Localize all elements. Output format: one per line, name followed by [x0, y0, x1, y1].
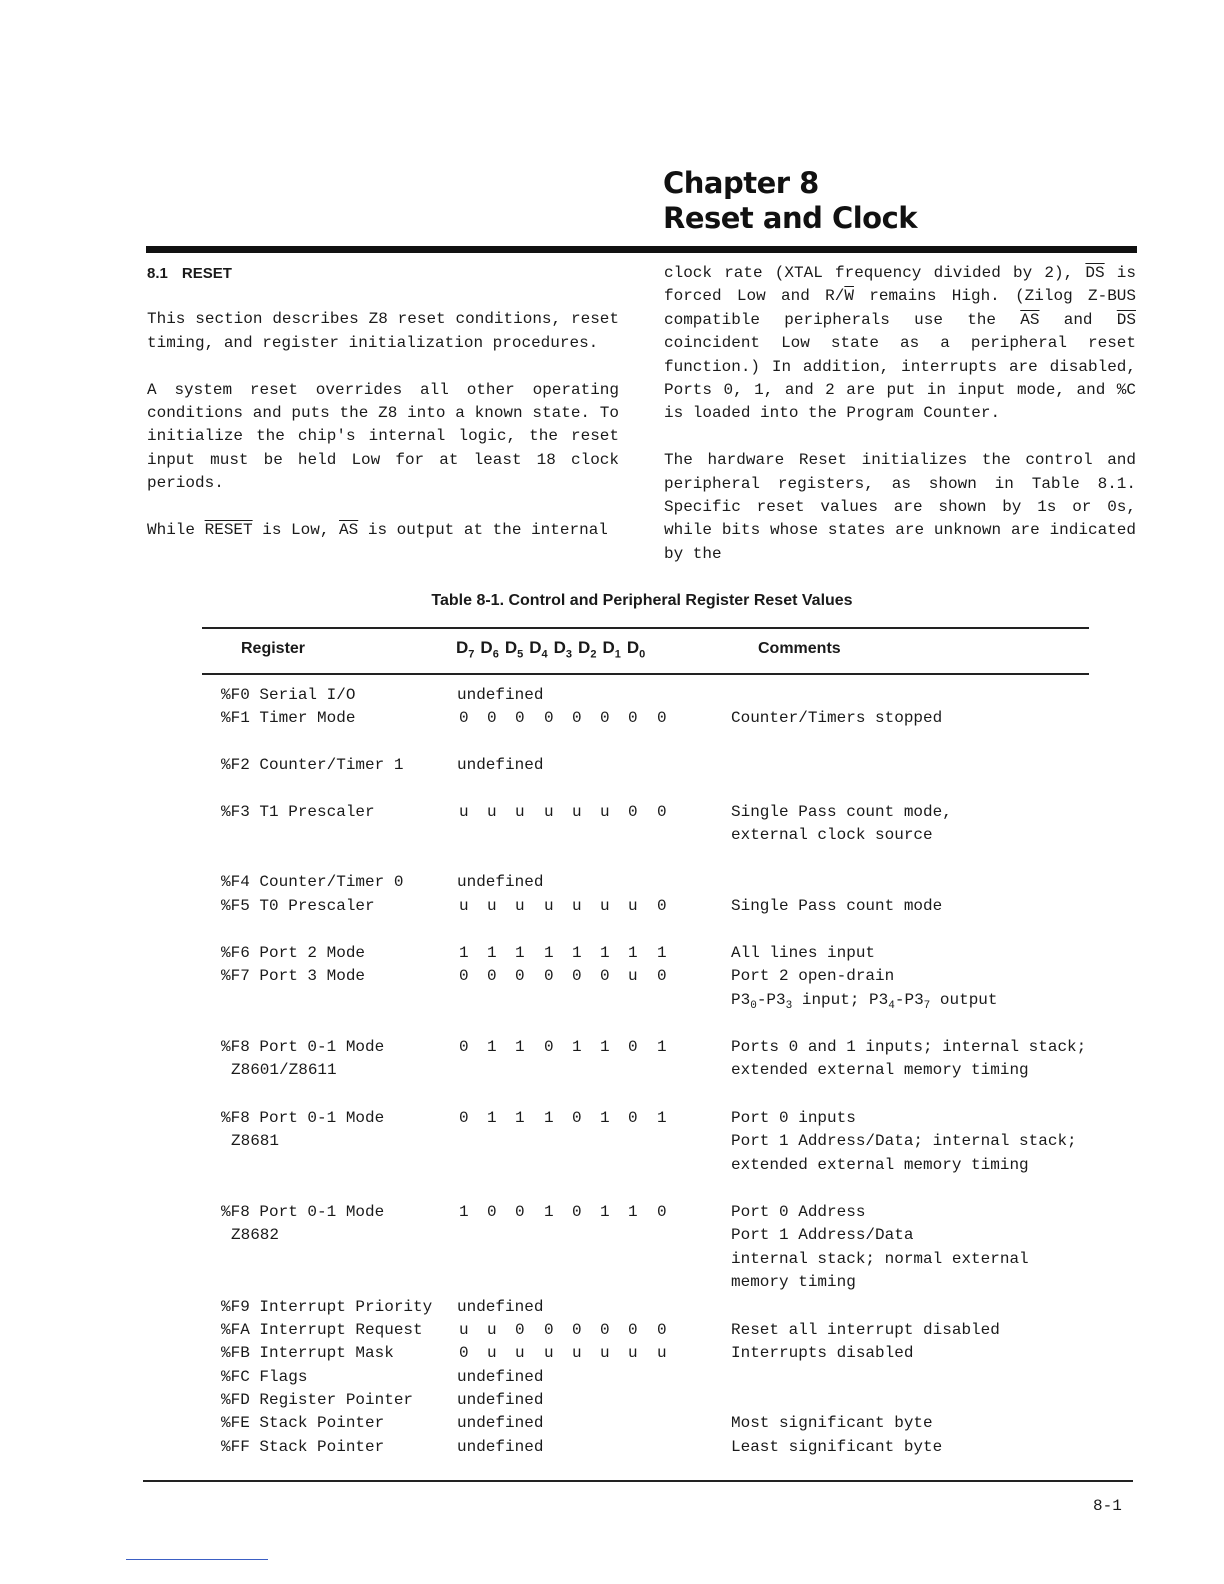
bit-value: u: [572, 897, 582, 915]
bit-value: 0: [628, 709, 638, 727]
bit-value: u: [515, 1344, 525, 1362]
bit-value: 1: [487, 1109, 497, 1127]
register-name: %FB Interrupt Mask: [221, 1344, 394, 1362]
bit-value: u: [459, 1321, 469, 1339]
table-header-rule: [202, 673, 1089, 675]
bit-value: u: [515, 803, 525, 821]
bit-value: u: [600, 803, 610, 821]
bit-value: 1: [657, 1038, 667, 1056]
bit-value: 0: [600, 709, 610, 727]
reset-value: undefined: [457, 686, 544, 704]
bit-value: 0: [459, 1038, 469, 1056]
bit-value: u: [487, 1321, 497, 1339]
bit-value: 0: [657, 803, 667, 821]
bit-value: 0: [657, 1321, 667, 1339]
bit-value: 1: [657, 1109, 667, 1127]
bit-value: 0: [572, 709, 582, 727]
register-name: %F8 Port 0-1 Mode: [221, 1203, 385, 1221]
bit-value: 0: [572, 1203, 582, 1221]
bit-value: 1: [459, 944, 469, 962]
bit-value: u: [459, 897, 469, 915]
bit-value: 0: [544, 709, 554, 727]
header-comments: Comments: [758, 640, 841, 657]
as-signal: $\overline{AS}$: [339, 521, 359, 540]
register-comment: extended external memory timing: [731, 1061, 1029, 1080]
register-name: %FF Stack Pointer: [221, 1438, 385, 1456]
bit-value: 1: [515, 1109, 525, 1127]
register-name: %F7 Port 3 Mode: [221, 967, 366, 985]
bit-value: 0: [657, 897, 667, 915]
bit-value: 0: [600, 1321, 610, 1339]
paragraph-intro: This section describes Z8 reset conditions, reset timing, and register initialization procedures.: [147, 310, 619, 352]
bit-value: 0: [459, 967, 469, 985]
header-bit-5: $D_5$: [504, 638, 524, 661]
register-name: %F5 T0 Prescaler: [221, 897, 375, 915]
bit-value: 0: [572, 1109, 582, 1127]
comment-p3-io: $P3_0-P3_3$ input; $P3_4-P3_7$ output: [731, 991, 998, 1013]
bit-value: 0: [544, 967, 554, 985]
bit-value: u: [515, 897, 525, 915]
register-name: %F1 Timer Mode: [221, 709, 356, 727]
bit-value: 0: [515, 1203, 525, 1221]
register-comment: Counter/Timers stopped: [731, 709, 943, 727]
bit-value: u: [628, 1344, 638, 1362]
paragraph-clock-rate: clock rate (XTAL frequency divided by 2), $\overline{DS}$ is forced Low and $R/\overline{W}$ remains High. (Zilog Z-BUS compatible peripherals use the $\overline{AS}$ and $\overline{DS}$ coincident Low state as a peripheral reset function.) In addition, interrupts are disabled, Ports 0, 1, and 2 are put in input mode, and %C is loaded into the Program Counter.: [664, 264, 1137, 423]
register-comment: Most significant byte: [731, 1414, 933, 1432]
register-comment: Port 2 open-drain: [731, 967, 895, 985]
register-name: %F0 Serial I/O: [221, 686, 356, 704]
bit-value: 0: [628, 803, 638, 821]
bit-value: 0: [544, 1321, 554, 1339]
section-title: RESET: [181, 265, 232, 282]
register-comment: Single Pass count mode: [731, 897, 943, 915]
page-number: 8-1: [1093, 1497, 1122, 1515]
register-variant: Z8681: [231, 1132, 280, 1151]
bit-value: 1: [657, 944, 667, 962]
register-name: %F8 Port 0-1 Mode: [221, 1038, 385, 1056]
register-name: %F6 Port 2 Mode: [221, 944, 366, 962]
bit-value: 0: [459, 1344, 469, 1362]
bit-value: 0: [572, 967, 582, 985]
register-comment: Reset all interrupt disabled: [731, 1321, 1000, 1339]
register-name: %F4 Counter/Timer 0: [221, 873, 404, 891]
bit-value: 0: [459, 1109, 469, 1127]
bit-value: 1: [572, 1038, 582, 1056]
reset-value: undefined: [457, 1391, 544, 1409]
bit-value: 1: [515, 944, 525, 962]
chapter-name: Reset and Clock: [663, 201, 918, 235]
reset-value: undefined: [457, 1368, 544, 1386]
bit-value: u: [487, 1344, 497, 1362]
bit-value: 1: [487, 944, 497, 962]
table-top-rule: [202, 627, 1089, 629]
bit-value: u: [572, 803, 582, 821]
bit-value: 0: [459, 709, 469, 727]
bit-value: 0: [487, 1203, 497, 1221]
register-variant: Z8601/Z8611: [231, 1061, 337, 1080]
register-name: %FC Flags: [221, 1368, 308, 1386]
reset-value: undefined: [457, 1298, 544, 1316]
bit-value: 0: [628, 1321, 638, 1339]
ds-signal: $\overline{DS}$: [1116, 310, 1136, 329]
bit-value: 1: [459, 1203, 469, 1221]
header-bit-4: $D_4$: [529, 638, 548, 661]
bit-value: 1: [600, 944, 610, 962]
bit-value: 0: [657, 967, 667, 985]
bit-value: u: [628, 967, 638, 985]
register-comment: Port 0 Address: [731, 1203, 866, 1221]
register-name: %FE Stack Pointer: [221, 1414, 385, 1432]
bit-value: 0: [628, 1038, 638, 1056]
reset-value: undefined: [457, 1414, 544, 1432]
header-bit-0: $D_0$: [626, 638, 646, 661]
header-bit-6: $D_6$: [480, 638, 499, 661]
section-number: 8.1: [147, 265, 168, 282]
bit-value: u: [544, 897, 554, 915]
register-name: %F8 Port 0-1 Mode: [221, 1109, 385, 1127]
header-bit-2: $D_2$: [578, 638, 597, 661]
header-bit-3: $D_3$: [553, 638, 573, 661]
bit-value: 1: [628, 1203, 638, 1221]
bit-value: 1: [628, 944, 638, 962]
header-bit-7: $D_7$: [456, 638, 475, 661]
table-bottom-rule: [143, 1480, 1133, 1482]
right-column: [664, 262, 1136, 566]
bit-value: 1: [487, 1038, 497, 1056]
register-name: %FA Interrupt Request: [221, 1321, 423, 1339]
reset-value: undefined: [457, 873, 544, 891]
register-comment: Port 1 Address/Data; internal stack;: [731, 1132, 1077, 1151]
register-name: %F3 T1 Prescaler: [221, 803, 375, 821]
bit-value: u: [600, 1344, 610, 1362]
ds-signal: $\overline{DS}$: [1085, 264, 1105, 282]
register-comment: Single Pass count mode,: [731, 803, 952, 821]
bit-value: 0: [628, 1109, 638, 1127]
bit-value: u: [657, 1344, 667, 1362]
bit-value: 0: [544, 1038, 554, 1056]
bit-value: 0: [515, 967, 525, 985]
register-comment: Interrupts disabled: [731, 1344, 914, 1362]
bit-value: 0: [515, 1321, 525, 1339]
register-comment: external clock source: [731, 826, 933, 845]
register-name: %F9 Interrupt Priority: [221, 1298, 433, 1316]
paragraph-while-reset: While RESET is Low, $\overline{AS}$ is output at the internal: [147, 521, 608, 540]
chapter-number: Chapter 8: [663, 166, 819, 200]
bit-value: 1: [515, 1038, 525, 1056]
w-signal: $\overline{W}$: [844, 287, 854, 306]
reset-signal: RESET: [204, 521, 253, 540]
as-signal: $\overline{AS}$: [1020, 310, 1040, 329]
register-comment: Least significant byte: [731, 1438, 943, 1456]
paragraph-system-reset: A system reset overrides all other operating conditions and puts the Z8 into a known state. To initialize the chip's internal logic, the reset input must be held Low for at least 18 clock periods.: [147, 380, 619, 493]
bit-value: 1: [544, 944, 554, 962]
bit-value: 0: [600, 967, 610, 985]
bit-value: 1: [600, 1203, 610, 1221]
register-variant: Z8682: [231, 1226, 280, 1245]
table-title: Table 8-1. Control and Peripheral Register Reset Values: [431, 592, 853, 609]
header-bits: [456, 638, 651, 660]
bit-value: u: [487, 897, 497, 915]
bit-value: 0: [487, 967, 497, 985]
header-rule: [146, 246, 1137, 253]
left-column: [147, 262, 619, 542]
header-register: Register: [241, 640, 306, 657]
bit-value: u: [628, 897, 638, 915]
paragraph-hardware-reset: The hardware Reset initializes the control and peripheral registers, as shown in Table 8.1. Specific reset values are shown by 1s or 0s, while bits whose states are unknown are indicated by the: [664, 451, 1136, 563]
bit-value: 0: [657, 1203, 667, 1221]
chapter-title: [663, 166, 917, 236]
register-comment: Ports 0 and 1 inputs; internal stack;: [731, 1038, 1087, 1056]
register-comment: Port 1 Address/Data: [731, 1226, 914, 1245]
bit-value: u: [487, 803, 497, 821]
register-comment: extended external memory timing: [731, 1155, 1029, 1174]
footer-line: [126, 1559, 268, 1560]
bit-value: 1: [572, 944, 582, 962]
bit-value: u: [544, 803, 554, 821]
register-name: %F2 Counter/Timer 1: [221, 756, 404, 774]
header-bit-1: $D_1$: [602, 638, 621, 661]
bit-value: 1: [544, 1109, 554, 1127]
bit-value: u: [544, 1344, 554, 1362]
bit-value: u: [572, 1344, 582, 1362]
bit-value: 0: [657, 709, 667, 727]
bit-value: 0: [487, 709, 497, 727]
bit-value: 1: [600, 1038, 610, 1056]
bit-value: 0: [572, 1321, 582, 1339]
register-comment: internal stack; normal external: [731, 1249, 1029, 1268]
bit-value: u: [459, 803, 469, 821]
bit-value: 1: [544, 1203, 554, 1221]
register-comment: All lines input: [731, 944, 876, 962]
reset-value: undefined: [457, 756, 544, 774]
register-name: %FD Register Pointer: [221, 1391, 414, 1409]
register-comment: memory timing: [731, 1273, 856, 1292]
section-heading: [147, 262, 619, 285]
bit-value: u: [600, 897, 610, 915]
reset-value: undefined: [457, 1438, 544, 1456]
register-comment: Port 0 inputs: [731, 1109, 856, 1127]
bit-value: 1: [600, 1109, 610, 1127]
bit-value: 0: [515, 709, 525, 727]
